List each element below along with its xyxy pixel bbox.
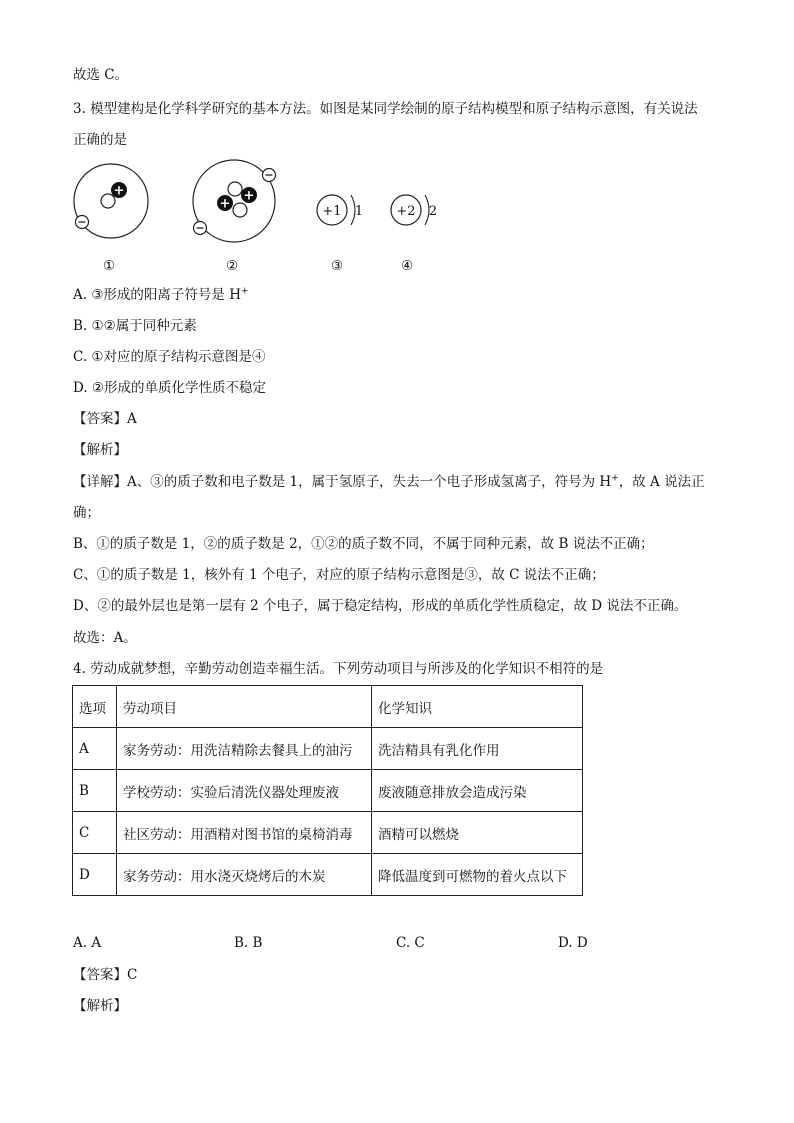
q4-answer [73,965,137,985]
svg-text:+: + [113,183,125,199]
q3-detail-d: D、②的最外层也是第一层有 2 个电子，属于稳定结构，形成的单质化学性质稳定，故 D 说法不正确。 [73,598,688,614]
svg-text:+: + [219,196,231,212]
table-cell: A [73,728,117,770]
table-header-row [73,686,583,728]
table-row [73,770,583,812]
atom-model-figure-1 [70,160,152,242]
q4-option-b: B. B [234,935,263,951]
q3-option-c: C. ①对应的原子结构示意图是④ [73,349,266,365]
neutral-particle [233,203,247,217]
q3-analysis-label: 【解析】 [73,442,127,458]
q3-stem-line2: 正确的是 [73,132,127,148]
prev-conclusion: 故选 C。 [73,67,129,83]
shell-electron-count: 2 [428,204,438,219]
table-header-cell: 化学知识 [372,686,583,728]
q3-option-a-text: A. ③形成的阳离子符号是 H [73,287,241,303]
superscript: + [241,286,249,297]
q4-table [72,685,583,896]
figure-label-3: ③ [331,258,344,274]
q4-analysis-label: 【解析】 [73,998,127,1014]
neutral-particle [228,182,242,196]
table-row [73,854,583,896]
table-cell: 社区劳动：用酒精对图书馆的桌椅消毒 [117,812,372,854]
atom-structure-diagram-4 [388,188,440,232]
svg-text:+: + [243,188,255,204]
table-cell: 家务劳动：用洗洁精除去餐具上的油污 [117,728,372,770]
table-cell: 学校劳动：实验后清洗仪器处理废液 [117,770,372,812]
q3-detail-c: C、①的质子数是 1，核外有 1 个电子，对应的原子结构示意图是③，故 C 说法不正确； [73,567,605,583]
table-header-cell: 劳动项目 [117,686,372,728]
table-cell: 废液随意排放会造成污染 [372,770,583,812]
table-cell: 降低温度到可燃物的着火点以下 [372,854,583,896]
table-cell: B [73,770,117,812]
q3-detail-b: B、①的质子数是 1，②的质子数是 2，①②的质子数不同，不属于同种元素，故 B 说法不正确； [73,536,654,552]
table-cell: D [73,854,117,896]
answer-label: 【答案】 [73,967,127,983]
detail-a-text: A、③的质子数和电子数是 1，属于氢原子，失去一个电子形成氢离子，符号为 H [127,474,612,490]
q3-option-a [73,285,249,305]
atom-structure-diagram-3 [314,188,366,232]
q3-option-b: B. ①②属于同种元素 [73,318,197,334]
q3-option-d: D. ②形成的单质化学性质不稳定 [73,380,267,396]
table-cell: 酒精可以燃烧 [372,812,583,854]
answer-value: A [127,411,137,427]
table-row [73,812,583,854]
q3-answer [73,409,137,429]
table-row [73,728,583,770]
superscript: + [611,473,619,484]
q4-option-c: C. C [396,935,425,951]
q4-stem: 4. 劳动成就梦想，辛勤劳动创造幸福生活。下列劳动项目与所涉及的化学知识不相符的是 [73,661,604,677]
q3-stem-line1: 3. 模型建构是化学科学研究的基本方法。如图是某同学绘制的原子结构模型和原子结构示意图，有关说法 [73,101,698,117]
figure-label-2: ② [226,258,239,274]
table-header-cell: 选项 [73,686,117,728]
atom-model-figure-2 [188,155,280,247]
table-cell: 家务劳动：用水浇灭烧烤后的木炭 [117,854,372,896]
answer-value: C [127,967,138,983]
q4-option-d: D. D [558,935,588,951]
q3-detail-a-cont: 确； [73,505,100,521]
figure-label-1: ① [103,258,116,274]
q4-option-a: A. A [73,935,102,951]
detail-a-text-end: ，故 A 说法正 [618,474,705,490]
q3-detail-a [73,472,705,492]
shell-electron-count: 1 [354,204,364,219]
nucleus-charge: +2 [396,204,416,219]
detail-label: 【详解】 [73,474,127,490]
q3-conclusion: 故选：A。 [73,630,137,646]
answer-label: 【答案】 [73,411,127,427]
figure-label-4: ④ [401,258,414,274]
table-cell: 洗洁精具有乳化作用 [372,728,583,770]
table-cell: C [73,812,117,854]
nucleus-charge: +1 [322,204,342,219]
